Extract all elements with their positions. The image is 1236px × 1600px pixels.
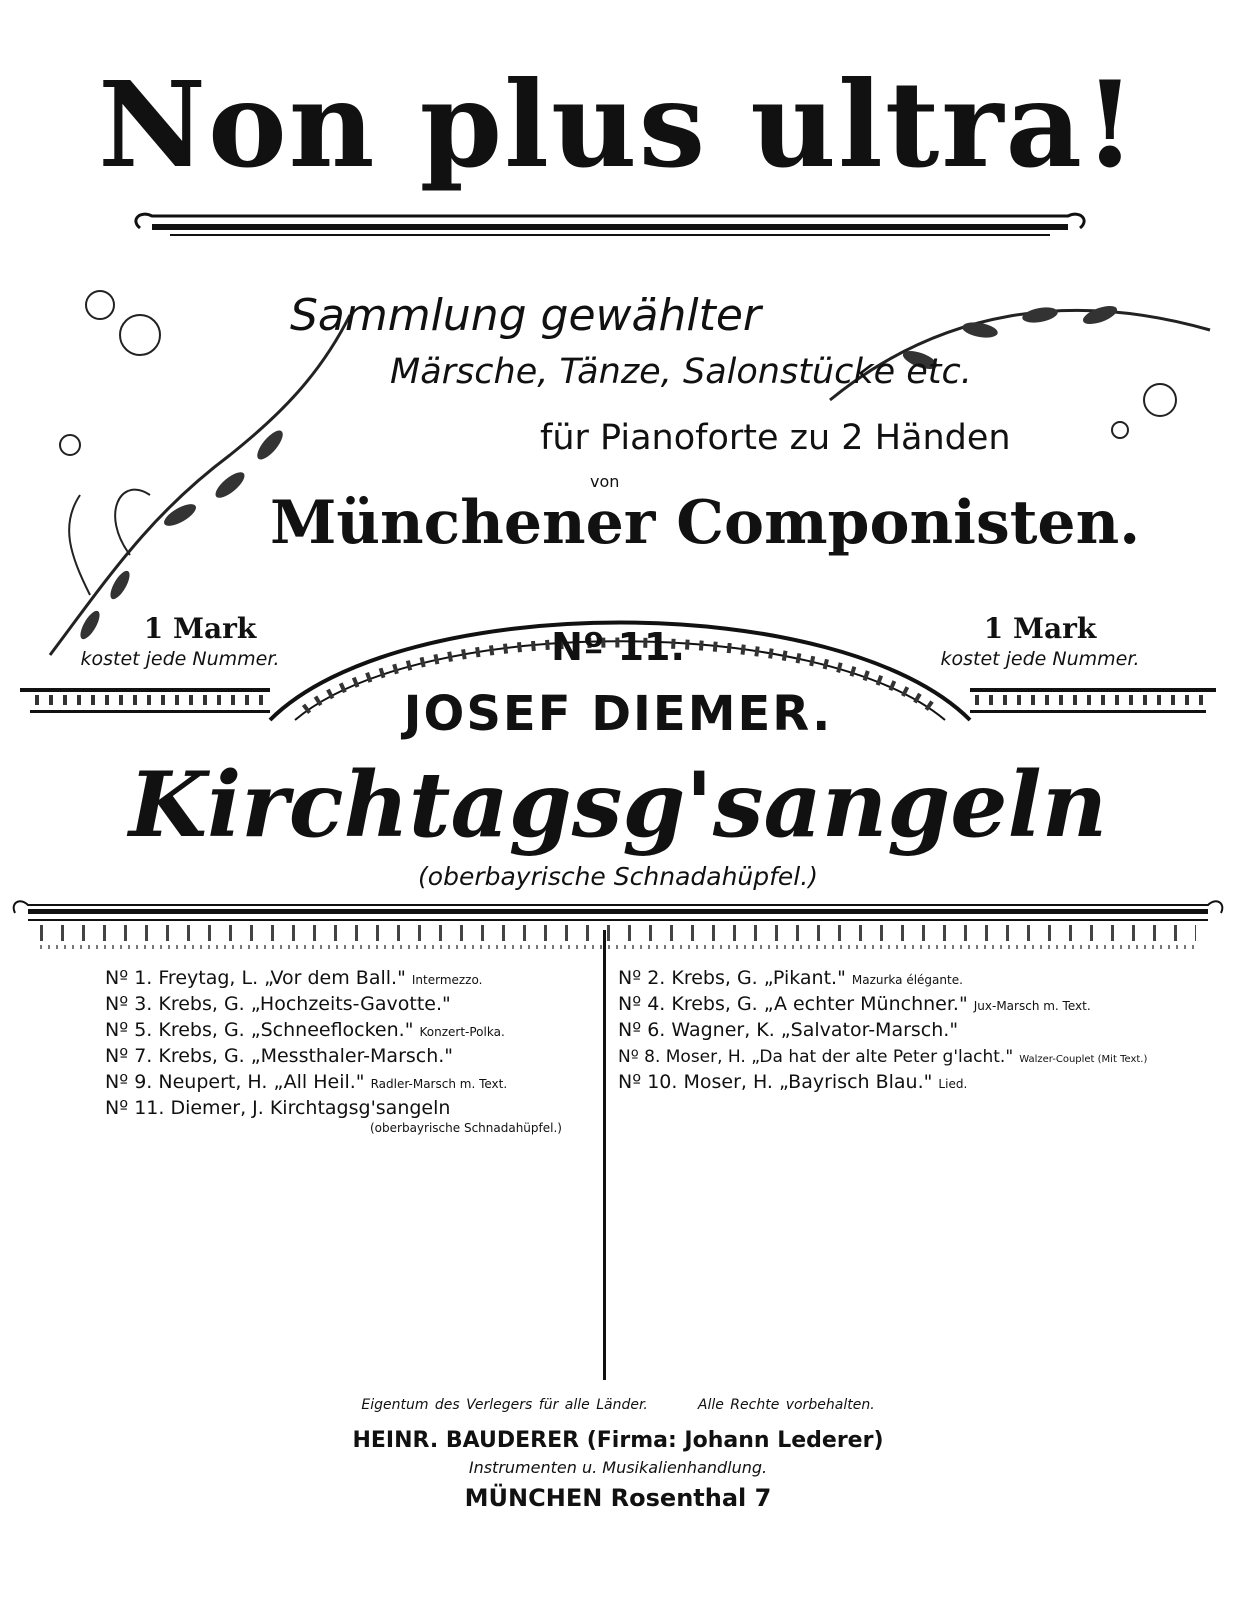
catalog-item: Nº 8. Moser, H. „Da hat der alte Peter g'lacht." Walzer-Couplet (Mit Text.): [618, 1047, 1148, 1067]
catalog-item: Nº 11. Diemer, J. Kirchtagsg'sangeln: [105, 1097, 451, 1119]
price-left-note: kostet jede Nummer.: [80, 648, 280, 670]
issue-number: Nº 11.: [551, 625, 685, 669]
catalog-right: [618, 965, 1147, 1095]
main-title: Non plus ultra!: [98, 55, 1138, 194]
subtitle-instrument: für Pianoforte zu 2 Händen: [540, 418, 1011, 458]
subtitle-von: von: [590, 472, 620, 491]
catalog-item: Nº 9. Neupert, H. „All Heil." Radler-Marsch m. Text.: [105, 1071, 508, 1093]
price-right: 1 Mark: [983, 612, 1097, 645]
catalog-item: Nº 2. Krebs, G. „Pikant." Mazurka élégante.: [618, 967, 963, 989]
center-divider-line: [603, 930, 606, 1380]
catalog-item: Nº 7. Krebs, G. „Messthaler-Marsch.": [105, 1045, 454, 1067]
publisher-business: Instrumenten u. Musikalienhandlung.: [468, 1458, 768, 1477]
piece-title: Kirchtagsg'sangeln: [128, 752, 1108, 858]
piece-subtitle: (oberbayrische Schnadahüpfel.): [418, 862, 818, 891]
subtitle-genres: Märsche, Tänze, Salonstücke etc.: [390, 352, 972, 392]
catalog-item: Nº 4. Krebs, G. „A echter Münchner." Jux-Marsch m. Text.: [618, 993, 1091, 1015]
catalog-item: Nº 6. Wagner, K. „Salvator-Marsch.": [618, 1019, 959, 1041]
rights-line: Eigentum des Verlegers für alle Länder. Alle Rechte vorbehalten.: [361, 1397, 875, 1413]
publisher-address: MÜNCHEN Rosenthal 7: [464, 1484, 772, 1512]
subtitle-composers: Münchener Componisten.: [270, 488, 1141, 558]
catalog-item: Nº 5. Krebs, G. „Schneeflocken." Konzert-Polka.: [105, 1019, 505, 1041]
price-right-note: kostet jede Nummer.: [940, 648, 1140, 670]
catalog-divider-ornament: [10, 895, 1226, 965]
title-ornament-bar: [130, 200, 1090, 245]
subtitle-collection: Sammlung gewählter: [290, 290, 762, 341]
price-left: 1 Mark: [143, 612, 257, 645]
catalog-item-note: (oberbayrische Schnadahüpfel.): [370, 1121, 562, 1135]
publisher-name: HEINR. BAUDERER (Firma: Johann Lederer): [352, 1428, 884, 1453]
catalog-item: Nº 1. Freytag, L. „Vor dem Ball." Intermezzo.: [105, 967, 483, 989]
composer-name: JOSEF DIEMER.: [403, 686, 833, 742]
catalog-item: Nº 10. Moser, H. „Bayrisch Blau." Lied.: [618, 1071, 968, 1093]
catalog-left: [105, 965, 562, 1135]
catalog-item: Nº 3. Krebs, G. „Hochzeits-Gavotte.": [105, 993, 451, 1015]
